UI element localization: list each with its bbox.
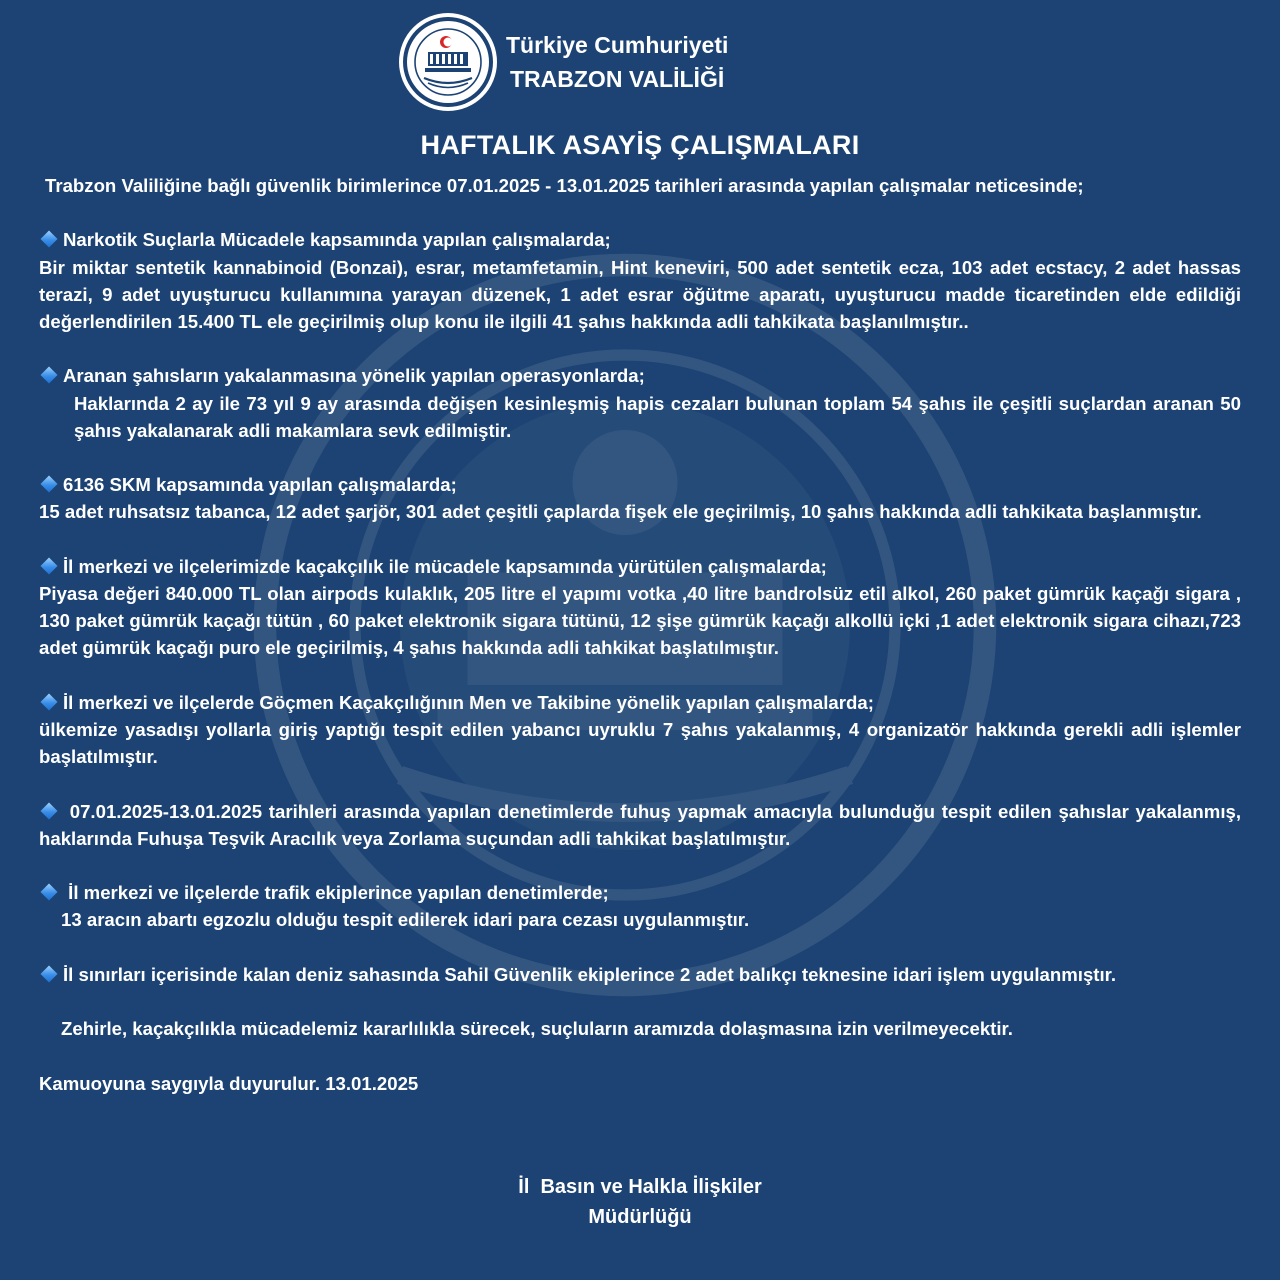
blue-diamond-icon [41, 476, 58, 493]
section-body: Piyasa değeri 840.000 TL olan airpods kulaklık, 205 litre el yapımı votka ,40 litre bandrolsüz etil alkol, 260 paket gümrük kaçağı sigara , 130 paket gümrük kaçağı tütün , 60 paket elektronik sigara tütünü, 12 şişe gümrük kaçağı alkollü içki ,1 adet elektronik sigara cihazı,723 adet gümrük kaçağı puro ele geçirilmiş, 4 şahıs hakkında adli tahkikat başlatılmıştır. [39, 582, 1241, 659]
footer-signature [0, 1172, 1280, 1232]
section-body: 13 aracın abartı egzozlu olduğu tespit edilerek idari para cezası uygulanmıştır. [61, 909, 750, 931]
section-heading: 6136 SKM kapsamında yapılan çalışmalarda; [63, 474, 457, 496]
section-text: 07.01.2025-13.01.2025 tarihleri arasında yapılan denetimlerde fuhuş yapmak amacıyla bulunduğu tespit edilen şahıslar yakalanmış, haklarında Fuhuşa Teşvik Aracılık veya Zorlama suçundan adli tahkikat başlatılmıştır. [39, 800, 1241, 849]
section-heading: İl merkezi ve ilçelerde Göçmen Kaçakçılığının Men ve Takibine yönelik yapılan çalışmalarda; [63, 691, 874, 713]
section-heading: Narkotik Suçlarla Mücadele kapsamında yapılan çalışmalarda; [63, 229, 611, 251]
announcement-date-line: Kamuoyuna saygıyla duyurulur. 13.01.2025 [39, 1072, 419, 1094]
section-heading: Aranan şahısların yakalanmasına yönelik yapılan operasyonlarda; [63, 365, 645, 387]
blue-diamond-icon [41, 802, 58, 819]
section-heading: İl merkezi ve ilçelerimizde kaçakçılık ile mücadele kapsamında yürütülen çalışmalarda; [63, 555, 827, 577]
blue-diamond-icon [41, 884, 58, 901]
footer-line-office: İl Basın ve Halkla İlişkiler [518, 1176, 762, 1198]
institution-name [506, 28, 728, 96]
document-body [39, 172, 1241, 1097]
section-body: 15 adet ruhsatsız tabanca, 12 adet şarjör, 301 adet çeşitli çaplarda fişek ele geçirilmiş, 10 şahıs hakkında adli tahkikata başlanmıştır. [39, 501, 1202, 523]
section-prostitution [39, 798, 1241, 852]
section-body: Bir miktar sentetik kannabinoid (Bonzai), esrar, metamfetamin, Hint keneviri, 500 adet sentetik ecza, 103 adet ecstacy, 2 adet hassas terazi, 9 adet uyuşturucu kullanımına yarayan düzenek, 1 adet esrar öğütme aparatı, uyuşturucu madde ticaretinden elde edildiği değerlendirilen 15.400 TL ele geçirilmiş olup konu ile ilgili 41 şahıs hakkında adli tahkikata başlanılmıştır.. [39, 256, 1241, 332]
header-line-country: Türkiye Cumhuriyeti [506, 32, 729, 58]
intro-paragraph: Trabzon Valiliğine bağlı güvenlik birimlerince 07.01.2025 - 13.01.2025 tarihleri arasında yapılan çalışmalar neticesinde; [45, 175, 1084, 196]
section-migrant-smuggling [39, 689, 1241, 771]
blue-diamond-icon [41, 965, 58, 982]
blue-diamond-icon [41, 231, 58, 248]
section-body: ülkemize yasadışı yollarla giriş yaptığı tespit edilen yabancı uyruklu 7 şahıs yakalanmış, 4 organizatör hakkında gerekli adli işlemler başlatılmıştır. [39, 718, 1241, 768]
section-smuggling [39, 553, 1241, 662]
trabzon-valiligi-seal-icon [398, 12, 498, 112]
section-firearms [39, 471, 1241, 525]
section-coast-guard [39, 961, 1241, 988]
section-narcotics [39, 226, 1241, 335]
section-wanted-persons [39, 362, 1241, 444]
document-title: HAFTALIK ASAYİŞ ÇALIŞMALARI [420, 130, 860, 160]
section-body [39, 390, 1241, 444]
footer-line-directorate: Müdürlüğü [588, 1206, 692, 1228]
blue-diamond-icon [41, 557, 58, 574]
header-line-governorship: TRABZON VALİLİĞİ [510, 66, 725, 92]
section-traffic [39, 879, 1241, 933]
section-heading: İl merkezi ve ilçelerde trafik ekiplerince yapılan denetimlerde; [68, 882, 609, 904]
header [398, 12, 728, 112]
section-text: İl sınırları içerisinde kalan deniz sahasında Sahil Güvenlik ekiplerince 2 adet balıkçı teknesine idari işlem uygulanmıştır. [63, 963, 1117, 985]
blue-diamond-icon [41, 367, 58, 384]
blue-diamond-icon [41, 693, 58, 710]
closing-statement: Zehirle, kaçakçılıkla mücadelemiz kararlılıkla sürecek, suçluların aramızda dolaşmasına izin verilmeyecektir. [61, 1018, 1013, 1040]
section-body-text: Haklarında 2 ay ile 73 yıl 9 ay arasında değişen kesinleşmiş hapis cezaları bulunan toplam 54 şahıs ile çeşitli suçlardan aranan 50 şahıs yakalanarak adli makamlara sevk edilmiştir. [74, 392, 1241, 441]
